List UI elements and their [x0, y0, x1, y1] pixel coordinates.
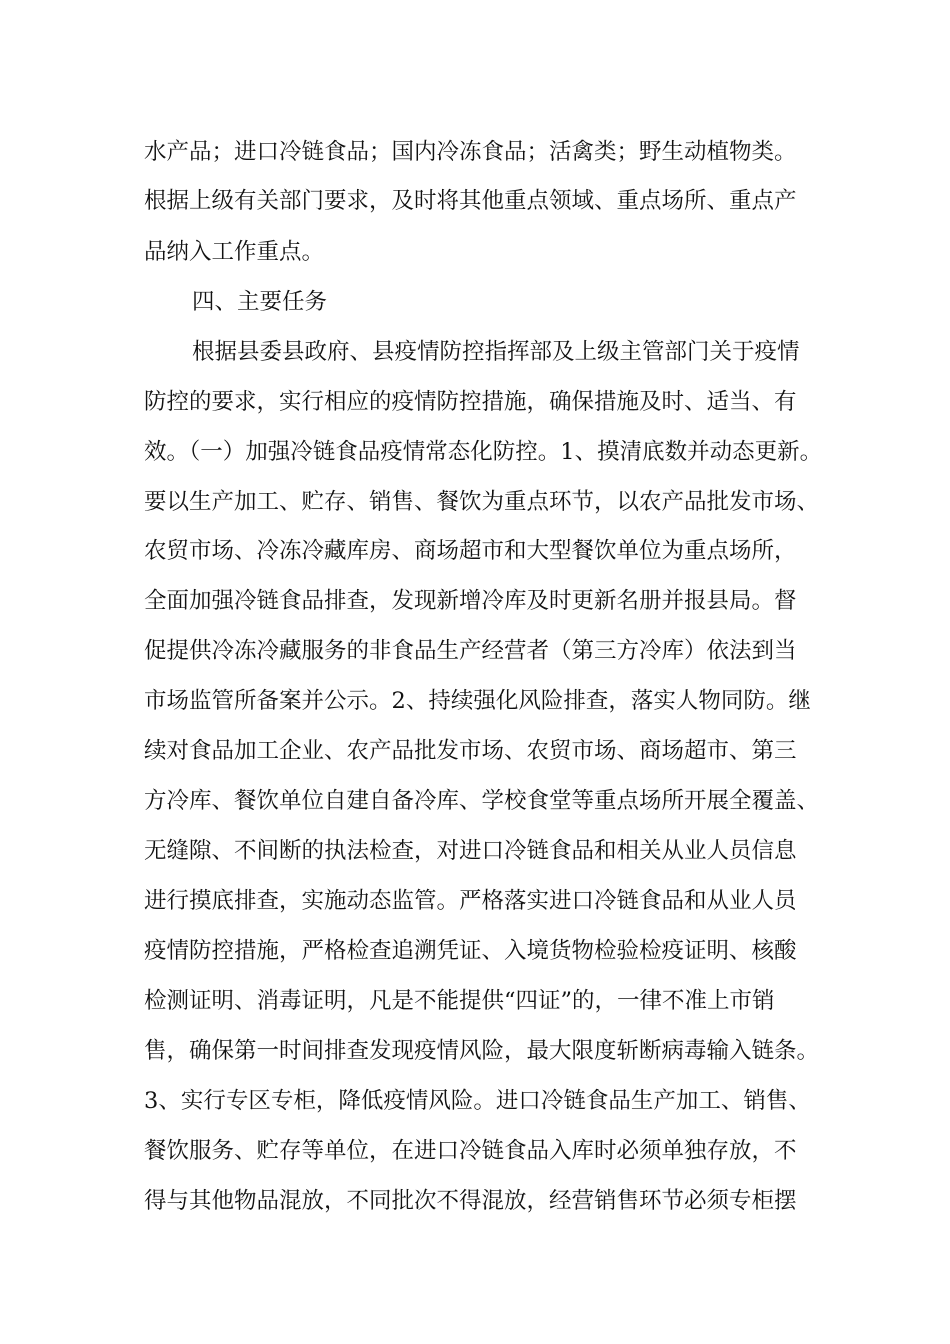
- body-line: 无缝隙、不间断的执法检查，对进口冷链食品和相关从业人员信息: [144, 838, 797, 864]
- body-line: 效。（一）加强冷链食品疫情常态化防控。1、摸清底数并动态更新。: [144, 439, 823, 465]
- body-line: 防控的要求，实行相应的疫情防控措施，确保措施及时、适当、有: [144, 389, 797, 415]
- body-line: 根据上级有关部门要求，及时将其他重点领域、重点场所、重点产: [144, 188, 797, 214]
- body-line: 餐饮服务、贮存等单位，在进口冷链食品入库时必须单独存放，不: [144, 1138, 797, 1164]
- body-line: 得与其他物品混放，不同批次不得混放，经营销售环节必须专柜摆: [144, 1188, 797, 1214]
- body-line: 方冷库、餐饮单位自建自备冷库、学校食堂等重点场所开展全覆盖、: [144, 788, 820, 814]
- body-line: 售，确保第一时间排查发现疫情风险，最大限度斩断病毒输入链条。: [144, 1038, 820, 1064]
- body-line: 市场监管所备案并公示。2、持续强化风险排查，落实人物同防。继: [144, 688, 811, 714]
- body-line: 检测证明、消毒证明，凡是不能提供“四证”的，一律不准上市销: [144, 988, 775, 1014]
- section-heading: 四、主要任务: [192, 289, 328, 315]
- body-line: 续对食品加工企业、农产品批发市场、农贸市场、商场超市、第三: [144, 738, 797, 764]
- body-line: 农贸市场、冷冻冷藏库房、商场超市和大型餐饮单位为重点场所，: [144, 538, 797, 564]
- body-line: 疫情防控措施，严格检查追溯凭证、入境货物检验检疫证明、核酸: [144, 938, 797, 964]
- body-line: 根据县委县政府、县疫情防控指挥部及上级主管部门关于疫情: [192, 339, 800, 365]
- body-line: 品纳入工作重点。: [144, 239, 325, 265]
- body-line: 水产品；进口冷链食品；国内冷冻食品；活禽类；野生动植物类。: [144, 139, 797, 165]
- body-line: 3、实行专区专柜，降低疫情风险。进口冷链食品生产加工、销售、: [144, 1088, 811, 1114]
- body-line: 要以生产加工、贮存、销售、餐饮为重点环节，以农产品批发市场、: [144, 489, 820, 515]
- body-line: 促提供冷冻冷藏服务的非食品生产经营者（第三方冷库）依法到当: [144, 638, 797, 664]
- body-line: 进行摸底排查，实施动态监管。严格落实进口冷链食品和从业人员: [144, 888, 797, 914]
- body-line: 全面加强冷链食品排查，发现新增冷库及时更新名册并报县局。督: [144, 588, 797, 614]
